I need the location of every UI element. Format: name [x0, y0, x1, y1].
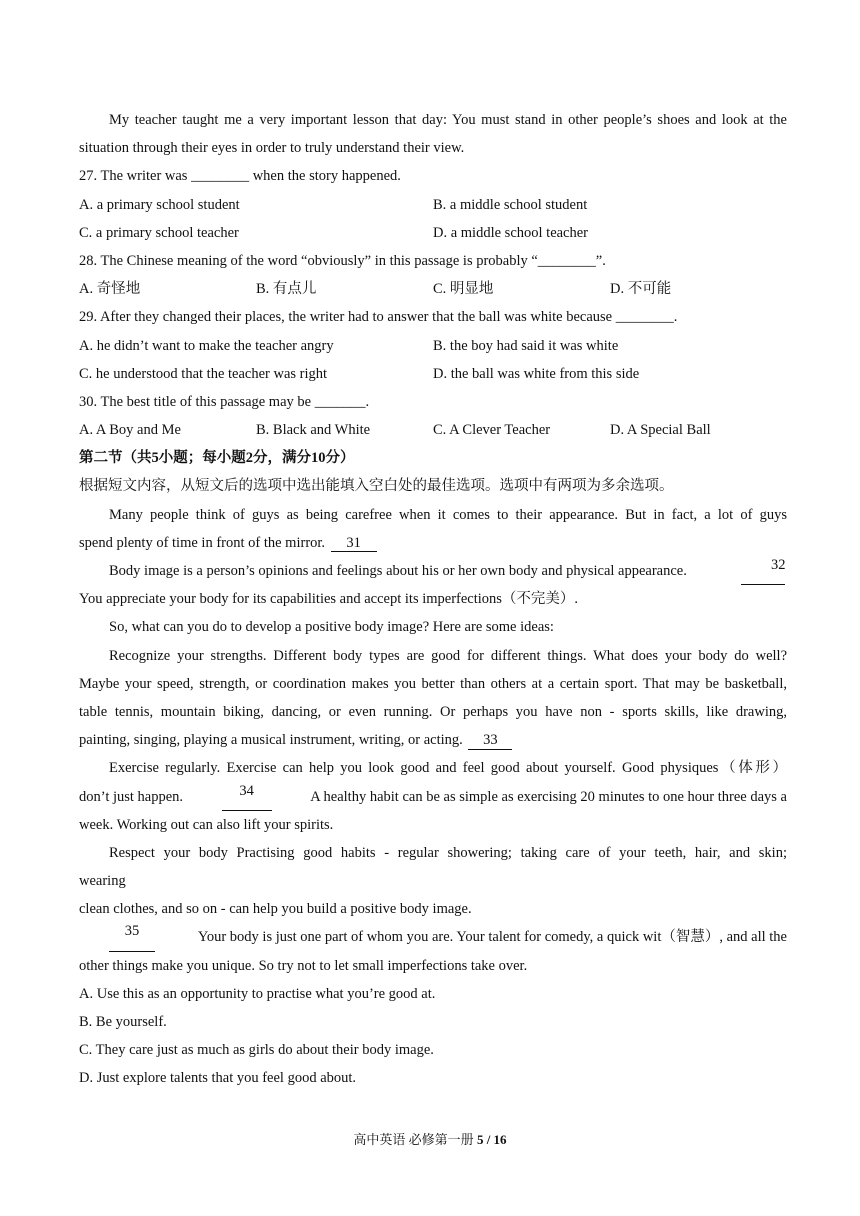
question-30-option-b: B. Black and White	[256, 422, 371, 439]
question-28-options	[79, 275, 787, 303]
question-28-option-c: C. 明显地	[433, 281, 494, 298]
section-2-heading: 第二节（共5小题；每小题2分，满分10分）	[79, 450, 355, 467]
passage-2-p5-line-2	[79, 783, 787, 811]
passage-2-p6-line-1: Respect your body Practising good habits - regular showering; taking care of your teeth, hair, and skin;	[109, 844, 787, 861]
blank-32: 32	[741, 557, 785, 585]
passage-2-p4-line-1: Recognize your strengths. Different body types are good for different things. What does your body do well?	[109, 647, 787, 664]
blank-34: 34	[222, 783, 272, 811]
passage-2-p4-text: painting, singing, playing a musical instrument, writing, or acting.	[79, 732, 463, 749]
passage-2-p2-line-1	[79, 557, 787, 585]
passage-2-p7-text: Your body is just one part of whom you are. Your talent for comedy, a quick wit（智慧）, and all the	[197, 929, 787, 946]
question-27-option-d: D. a middle school teacher	[433, 224, 589, 241]
blank-33: 33	[468, 732, 512, 750]
question-27-options-row-1	[79, 191, 787, 219]
passage-2-p5-text-1: don’t just happen.	[79, 788, 184, 805]
passage-2-p7-line-1	[79, 923, 787, 951]
passage-2-p4-line-2: Maybe your speed, strength, or coordination makes you better than others at a certain sport. That may be basketball,	[79, 675, 787, 692]
passage-2-p4-line-4	[79, 726, 787, 754]
passage-2-p2-line-2: You appreciate your body for its capabilities and accept its imperfections（不完美）.	[79, 591, 579, 608]
passage-end-line-1: My teacher taught me a very important lesson that day: You must stand in other people’s shoes and look at the	[109, 112, 787, 128]
footer-title: 高中英语 必修第一册	[353, 1132, 477, 1147]
passage-2-p2-text: Body image is a person’s opinions and feelings about his or her own body and physical appearance.	[109, 563, 687, 579]
passage-2-p3: So, what can you do to develop a positive body image? Here are some ideas:	[109, 619, 554, 636]
question-29-stem: 29. After they changed their places, the writer had to answer that the ball was white because ________.	[79, 309, 678, 326]
blank-35: 35	[109, 923, 155, 951]
choice-d: D. Just explore talents that you feel good about.	[79, 1070, 357, 1087]
question-28-option-d: D. 不可能	[610, 281, 672, 298]
question-30-option-d: D. A Special Ball	[610, 422, 711, 439]
passage-2-p4-line-3: table tennis, mountain biking, dancing, or even running. Or perhaps you have non - sports skills, like drawing,	[79, 703, 787, 720]
passage-2-p1-line-1: Many people think of guys as being carefree when it comes to their appearance. But in fact, a lot of guys	[109, 506, 787, 523]
passage-2-p6-line-3: clean clothes, and so on - can help you build a positive body image.	[79, 901, 472, 918]
question-30-option-a: A. A Boy and Me	[79, 422, 181, 439]
question-27-option-b: B. a middle school student	[433, 196, 588, 213]
question-29-options-row-2	[79, 360, 787, 388]
question-27-options-row-2	[79, 219, 787, 247]
page-number: 5 / 16	[476, 1132, 507, 1147]
question-27-stem: 27. The writer was ________ when the story happened.	[79, 168, 401, 185]
document-body	[79, 106, 787, 1093]
choice-a: A. Use this as an opportunity to practise what you’re good at.	[79, 985, 436, 1002]
passage-end-line-2: situation through their eyes in order to truly understand their view.	[79, 140, 465, 157]
question-27-option-a: A. a primary school student	[79, 196, 240, 213]
choice-b: B. Be yourself.	[79, 1014, 167, 1030]
section-2-instruction: 根据短文内容，从短文后的选项中选出能填入空白处的最佳选项。选项中有两项为多余选项。	[79, 478, 674, 495]
question-27-option-c: C. a primary school teacher	[79, 224, 239, 241]
question-28-option-b: B. 有点儿	[256, 281, 317, 298]
passage-2-p5-line-1: Exercise regularly. Exercise can help you look good and feel good about yourself. Good physiques（体形）	[109, 760, 787, 777]
question-29-option-a: A. he didn’t want to make the teacher angry	[79, 337, 334, 354]
passage-2-p5-text-2: A healthy habit can be as simple as exercising 20 minutes to one hour three days a	[310, 788, 787, 805]
question-29-option-c: C. he understood that the teacher was right	[79, 365, 328, 382]
page-footer	[0, 1129, 860, 1148]
passage-2-p5-line-3: week. Working out can also lift your spirits.	[79, 816, 334, 833]
blank-31: 31	[331, 535, 377, 553]
passage-2-p6-line-2: wearing	[79, 873, 126, 890]
question-29-option-d: D. the ball was white from this side	[433, 365, 640, 382]
question-29-option-b: B. the boy had said it was white	[433, 337, 619, 354]
question-30-option-c: C. A Clever Teacher	[433, 422, 551, 439]
question-30-options	[79, 416, 787, 444]
question-30-stem: 30. The best title of this passage may be _______.	[79, 393, 370, 410]
passage-2-p7-line-2: other things make you unique. So try not to let small imperfections take over.	[79, 957, 528, 974]
choice-c: C. They care just as much as girls do about their body image.	[79, 1042, 434, 1059]
question-28-stem: 28. The Chinese meaning of the word “obviously” in this passage is probably “________”.	[79, 252, 606, 269]
question-28-option-a: A. 奇怪地	[79, 281, 141, 298]
passage-2-p1-line-2	[79, 529, 787, 557]
question-29-options-row-1	[79, 332, 787, 360]
passage-2-p1-text: spend plenty of time in front of the mirror.	[79, 534, 326, 551]
